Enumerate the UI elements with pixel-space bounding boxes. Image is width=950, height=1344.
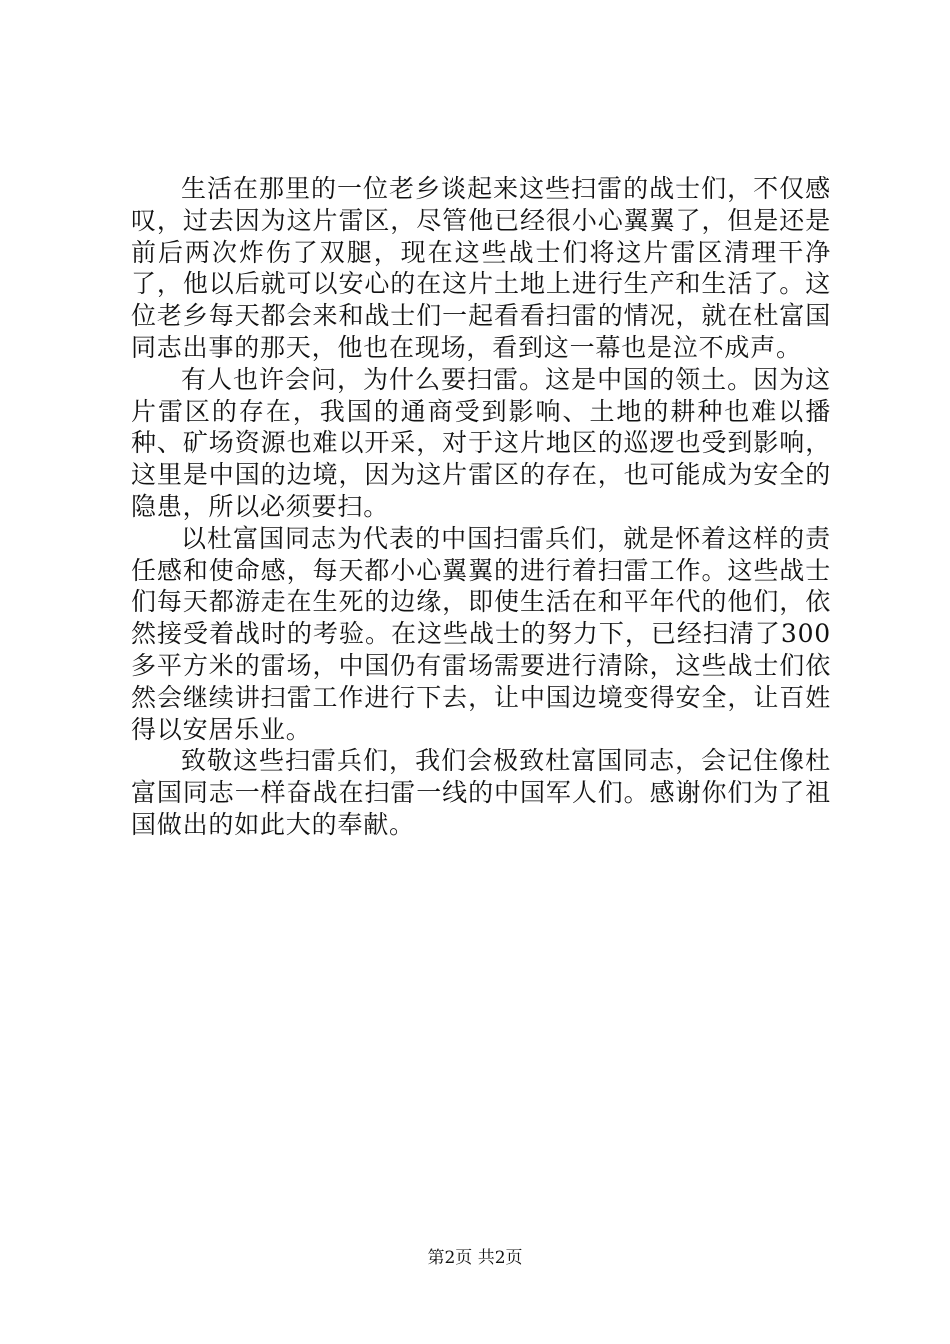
paragraph-3: 以杜富国同志为代表的中国扫雷兵们，就是怀着这样的责任感和使命感，每天都小心翼翼的进行着扫雷工作。这些战士们每天都游走在生死的边缘，即使生活在和平年代的他们，依然接受着战时的考验。在这些战士的努力下，已经扫清了300多平方米的雷场，中国仍有雷场需要进行清除，这些战士们依然会继续讲扫雷工作进行下去，让中国边境变得安全，让百姓得以安居乐业。 — [131, 523, 831, 744]
paragraph-4: 致敬这些扫雷兵们，我们会极致杜富国同志，会记住像杜富国同志一样奋战在扫雷一线的中国军人们。感谢你们为了祖国做出的如此大的奉献。 — [131, 746, 831, 839]
page-footer: 第2页 共2页 — [427, 1248, 523, 1268]
paragraph-1: 生活在那里的一位老乡谈起来这些扫雷的战士们，不仅感叹，过去因为这片雷区，尽管他已经很小心翼翼了，但是还是前后两次炸伤了双腿，现在这些战士们将这片雷区清理干净了，他以后就可以安心的在这片土地上进行生产和生活了。这位老乡每天都会来和战士们一起看看扫雷的情况，就在杜富国同志出事的那天，他也在现场，看到这一幕也是泣不成声。 — [131, 174, 831, 362]
paragraph-2: 有人也许会问，为什么要扫雷。这是中国的领土。因为这片雷区的存在，我国的通商受到影响、土地的耕种也难以播种、矿场资源也难以开采，对于这片地区的巡逻也受到影响，这里是中国的边境，因为这片雷区的存在，也可能成为安全的隐患，所以必须要扫。 — [131, 364, 831, 521]
document-body — [131, 173, 831, 841]
